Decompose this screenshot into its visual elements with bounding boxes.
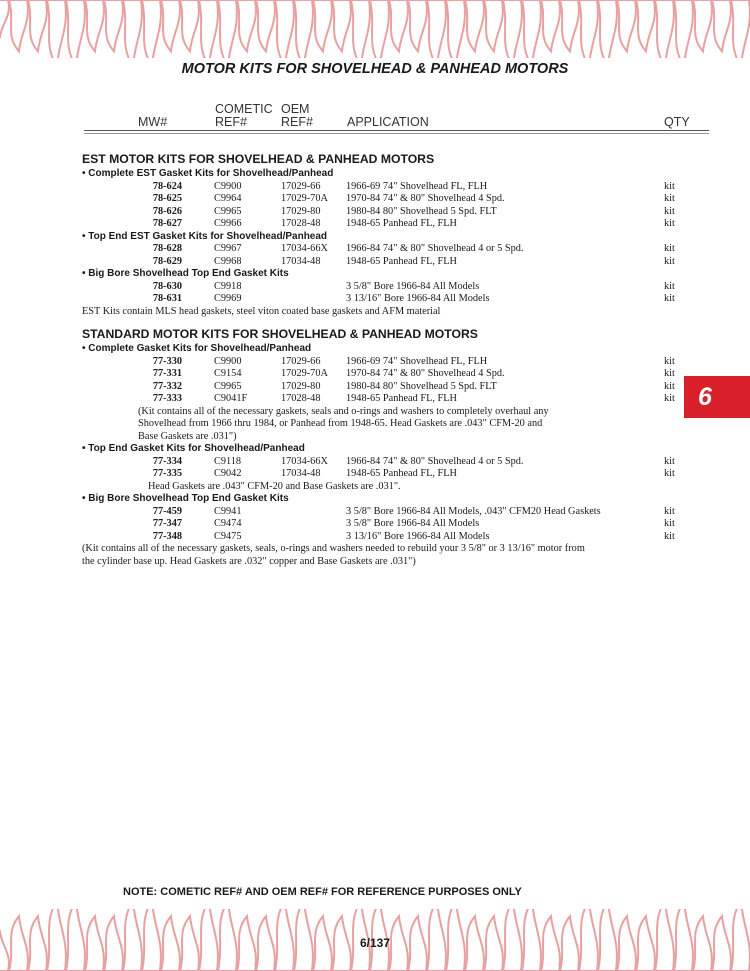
kit-note: (Kit contains all of the necessary gaskets, seals, o-rings and washers needed to rebuild your 3 5/8" or 3 13/16" motor from (82, 543, 585, 554)
part-number: 78-626 (152, 205, 182, 217)
part-number: 77-348 (152, 530, 182, 542)
flame-icon (731, 0, 750, 58)
oem-ref: 17034-48 (281, 255, 321, 267)
flame-icon (161, 0, 180, 51)
quantity: kit (664, 380, 675, 392)
kit-row (0, 256, 750, 269)
flame-icon (446, 0, 465, 58)
part-number: 77-334 (152, 455, 182, 467)
cometic-ref: C9475 (214, 530, 242, 542)
flame-icon (256, 0, 275, 51)
flame-icon (427, 0, 446, 58)
col-header-oem-top: OEM (281, 102, 310, 116)
flame-icon (28, 0, 47, 51)
page-number: 6/137 (359, 936, 391, 950)
kit-note: (Kit contains all of the necessary gaskets, seals and o-rings and washers to completely overhaul any (138, 405, 549, 417)
kit-note: the cylinder base up. Head Gaskets are .032" copper and Base Gaskets are .031") (82, 555, 416, 567)
group-title: • Big Bore Shovelhead Top End Gasket Kits (82, 493, 289, 504)
col-header-mw: MW# (138, 115, 168, 129)
quantity: kit (664, 243, 675, 254)
section-title: EST MOTOR KITS FOR SHOVELHEAD & PANHEAD MOTORS (82, 152, 435, 166)
part-number: 78-629 (152, 255, 182, 267)
flame-icon (237, 0, 256, 51)
cometic-ref: C9969 (214, 293, 242, 304)
flame-icon (655, 0, 674, 58)
oem-ref: 17028-48 (281, 393, 321, 404)
application: 1948-65 Panhead FL, FLH (346, 393, 457, 404)
cometic-ref: C9900 (214, 180, 242, 192)
application: 3 5/8" Bore 1966-84 All Models (346, 518, 480, 529)
cometic-ref: C9042 (214, 468, 242, 479)
flame-icon (560, 0, 579, 51)
quantity: kit (664, 280, 675, 292)
top-flame-border (0, 0, 750, 58)
part-number: 77-330 (152, 355, 182, 367)
cometic-ref: C9966 (214, 218, 242, 229)
flame-icon (275, 0, 294, 58)
cometic-ref: C9965 (214, 205, 242, 217)
part-number: 77-333 (152, 393, 182, 404)
part-number: 77-459 (152, 505, 182, 517)
group-title: • Complete Gasket Kits for Shovelhead/Panhead (82, 343, 312, 354)
group-title: • Top End Gasket Kits for Shovelhead/Panhead (82, 443, 305, 454)
flame-icon (503, 0, 522, 58)
kit-row (0, 356, 750, 369)
flame-icon (636, 0, 655, 51)
header-rule-secondary (84, 133, 709, 134)
quantity: kit (664, 393, 675, 404)
kit-note: Shovelhead from 1966 thru 1984, or Panhead from 1948-65. Head Gaskets are .043" CFM-20 and (138, 418, 543, 429)
group-title: • Top End EST Gasket Kits for Shovelhead/Panhead (82, 230, 328, 242)
flame-icon (66, 0, 85, 58)
part-number: 77-332 (152, 380, 182, 392)
flame-icon (85, 0, 104, 51)
kit-row (0, 381, 750, 394)
col-header-cometic-top: COMETIC (215, 102, 273, 116)
kit-row (0, 506, 750, 519)
kit-note: Head Gaskets are .043" CFM-20 and Base Gaskets are .031". (148, 480, 401, 492)
application: 1966-84 74" & 80" Shovelhead 4 or 5 Spd. (346, 455, 524, 467)
col-header-qty: QTY (664, 115, 690, 129)
flame-icon (142, 0, 161, 58)
part-number: 78-625 (152, 193, 182, 204)
oem-ref: 17029-66 (281, 355, 321, 367)
flame-icon (180, 0, 199, 51)
part-number: 78-630 (152, 280, 182, 292)
section-title: STANDARD MOTOR KITS FOR SHOVELHEAD & PANHEAD MOTORS (82, 327, 478, 341)
application: 1948-65 Panhead FL, FLH (346, 468, 457, 479)
quantity: kit (664, 193, 675, 204)
kit-listing (0, 152, 750, 568)
kit-section (0, 327, 750, 568)
flame-icon (389, 0, 408, 51)
group-title: • Complete EST Gasket Kits for Shovelhead/Panhead (82, 168, 334, 179)
cometic-ref: C9041F (214, 393, 248, 404)
application: 3 5/8" Bore 1966-84 All Models (346, 280, 480, 292)
application: 1980-84 80" Shovelhead 5 Spd. FLT (346, 380, 497, 392)
part-number: 78-628 (152, 243, 182, 254)
cometic-ref: C9941 (214, 505, 242, 517)
cometic-ref: C9154 (214, 368, 242, 379)
oem-ref: 17034-66X (281, 455, 328, 467)
kit-row (0, 243, 750, 256)
flame-icon (104, 0, 123, 51)
cometic-ref: C9900 (214, 355, 242, 367)
part-number: 77-335 (152, 468, 182, 479)
kit-row (0, 293, 750, 306)
flame-icon (617, 0, 636, 51)
kit-row (0, 393, 750, 406)
cometic-ref: C9965 (214, 380, 242, 392)
quantity: kit (664, 218, 675, 229)
oem-ref: 17034-66X (281, 243, 328, 254)
flame-icon (693, 0, 712, 51)
kit-note: EST Kits contain MLS head gaskets, steel viton coated base gaskets and AFM material (82, 305, 441, 317)
flame-icon (484, 0, 503, 51)
page-title: MOTOR KITS FOR SHOVELHEAD & PANHEAD MOTORS (181, 61, 569, 77)
quantity: kit (664, 468, 675, 479)
flame-icon (0, 0, 9, 37)
application: 1970-84 74" & 80" Shovelhead 4 Spd. (346, 368, 505, 379)
flame-icon (579, 0, 598, 58)
flame-icon (199, 0, 218, 58)
kit-row (0, 518, 750, 531)
cometic-ref: C9967 (214, 243, 242, 254)
application: 3 13/16" Bore 1966-84 All Models (346, 293, 490, 304)
quantity: kit (664, 455, 675, 467)
oem-ref: 17029-80 (281, 380, 321, 392)
oem-ref: 17028-48 (281, 218, 321, 229)
flame-icon (712, 0, 731, 51)
kit-row (0, 206, 750, 219)
application: 3 13/16" Bore 1966-84 All Models (346, 530, 490, 542)
flame-icon (47, 0, 66, 58)
flame-icon (218, 0, 237, 58)
kit-row (0, 218, 750, 231)
quantity: kit (664, 355, 675, 367)
application: 1970-84 74" & 80" Shovelhead 4 Spd. (346, 193, 505, 204)
kit-section (0, 152, 750, 318)
quantity: kit (664, 518, 675, 529)
flame-icon (674, 0, 693, 58)
cometic-ref: C9474 (214, 518, 242, 529)
quantity: kit (664, 505, 675, 517)
kit-row (0, 368, 750, 381)
kit-row (0, 181, 750, 194)
flame-icon (313, 0, 332, 51)
quantity: kit (664, 530, 675, 542)
oem-ref: 17029-70A (281, 193, 328, 204)
oem-ref: 17034-48 (281, 468, 321, 479)
flame-icon (351, 0, 370, 58)
cometic-ref: C9118 (214, 455, 242, 467)
part-number: 78-631 (152, 293, 182, 304)
flame-pattern-icon (0, 0, 750, 58)
part-number: 78-624 (152, 180, 182, 192)
application: 1966-69 74" Shovelhead FL, FLH (346, 180, 488, 192)
kit-note: Base Gaskets are .031") (138, 430, 237, 442)
oem-ref: 17029-70A (281, 368, 328, 379)
quantity: kit (664, 255, 675, 267)
part-number: 77-347 (152, 518, 182, 529)
application: 1966-69 74" Shovelhead FL, FLH (346, 355, 488, 367)
kit-row (0, 468, 750, 481)
oem-ref: 17029-66 (281, 180, 321, 192)
flame-icon (123, 0, 142, 58)
cometic-ref: C9964 (214, 193, 242, 204)
header-rule (84, 130, 709, 131)
application: 1948-65 Panhead FL, FLH (346, 218, 457, 229)
oem-ref: 17029-80 (281, 205, 321, 217)
flame-icon (541, 0, 560, 51)
flame-icon (332, 0, 351, 51)
group-title: • Big Bore Shovelhead Top End Gasket Kits (82, 268, 289, 279)
col-header-cometic-bottom: REF# (215, 115, 247, 129)
application: 1948-65 Panhead FL, FLH (346, 255, 457, 267)
footer-note: NOTE: COMETIC REF# AND OEM REF# FOR REFERENCE PURPOSES ONLY (123, 886, 522, 898)
cometic-ref: C9918 (214, 280, 242, 292)
flame-icon (408, 0, 427, 51)
part-number: 78-627 (152, 218, 182, 229)
section-tab: 6 (684, 376, 750, 418)
quantity: kit (664, 205, 675, 217)
flame-icon (465, 0, 484, 51)
kit-row (0, 281, 750, 294)
application: 1980-84 80" Shovelhead 5 Spd. FLT (346, 205, 497, 217)
flame-icon (598, 0, 617, 58)
flame-icon (370, 0, 389, 58)
col-header-oem-bottom: REF# (281, 115, 313, 129)
quantity: kit (664, 368, 675, 379)
cometic-ref: C9968 (214, 255, 242, 267)
part-number: 77-331 (152, 368, 182, 379)
kit-row (0, 531, 750, 544)
kit-row (0, 456, 750, 469)
flame-icon (522, 0, 541, 58)
kit-row (0, 193, 750, 206)
quantity: kit (664, 293, 675, 304)
quantity: kit (664, 180, 675, 192)
flame-icon (9, 0, 28, 51)
col-header-application: APPLICATION (347, 115, 429, 129)
application: 3 5/8" Bore 1966-84 All Models, .043" CFM20 Head Gaskets (346, 505, 601, 517)
flame-icon (294, 0, 313, 58)
application: 1966-84 74" & 80" Shovelhead 4 or 5 Spd. (346, 243, 524, 254)
